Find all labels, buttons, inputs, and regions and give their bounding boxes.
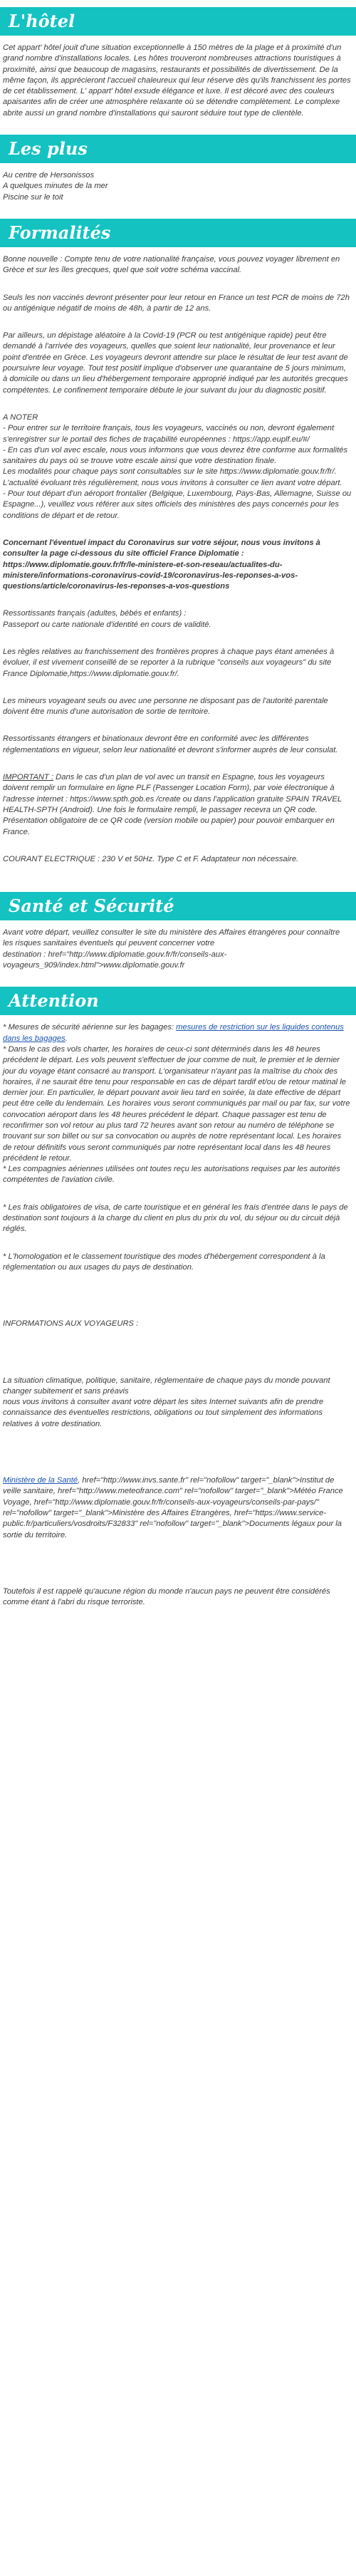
section-attention — [0, 987, 356, 1608]
page — [0, 7, 356, 1608]
attention-travellers-heading: INFORMATIONS AUX VOYAGEURS : — [3, 1319, 139, 1329]
formalites-paragraph: Bonne nouvelle : Compte tenu de votre nationalité française, vous pouvez voyager librement en Grèce et sur les îles grecques, quel que soit votre schéma vaccinal. — [3, 254, 340, 275]
attention-item — [3, 1022, 352, 1044]
section-plus — [0, 135, 356, 203]
formalites-coronavirus-notice: Concernant l'éventuel impact du Coronavirus sur votre séjour, nous vous invitons à consulter la page ci-dessous du site officiel France Diplomatie : https://www.diplomatie.gouv.fr/fr/le-ministere-et-son-reseau/actualites-du-ministere/informations-coronavirus-covid-19/coronavirus-les-reponses-a-vos-questions/article/coronavirus-les-reponses-a-vos-questions — [3, 538, 320, 591]
formalites-paragraph: Ressortissants étrangers et binationaux devront être en conformité avec les différentes réglementations en vigueur, selon leur nationalité et devront s'informer auprès de leur consulat. — [3, 734, 338, 754]
attention-item: La situation climatique, politique, sanitaire, réglementaire de chaque pays du monde pouvant changer subitement et sans préavis nous vous invitons à consulter avant votre départ les sites Internet suivants afin de prendre connaissance des éventuelles restrictions, obligations ou tout simplement des informations relatives à votre destination. — [3, 1376, 330, 1428]
formalites-paragraph: Les règles relatives au franchissement des frontières propres à chaque pays étant amenées à évoluer, il est vivement conseillé de se reporter à la rubrique "conseils aux voyageurs" du site France Diplomatie,https://www.diplomatie.gouv.fr/. — [3, 647, 335, 678]
formalites-note: A NOTER - Pour entrer sur le territoire français, tous les voyageurs, vaccinés ou non, devront également s'enregistrer sur le portail des fiches de traçabilité européennes : https://app.euplf.eu/#/ - En cas d'un vol avec escale, nous vous informons que vous devrez être conforme aux formalités sanitaires du pays où se trouve votre escale ainsi que votre destination finale. Les modalités pour chaque pays sont consultables sur le site https://www.diplomatie.gouv.fr/fr/. L'actualité évoluant très régulièrement, nous vous invitons à consulter ce lien avant votre départ. - Pour tout départ d'un aéroport frontalier (Belgique, Luxembourg, Pays-Bas, Allemagne, Suisse ou Espagne...), veuillez vous référer aux sites officiels des ministères des pays concernés pour les conditions de départ et de retour. — [3, 412, 352, 520]
section-hotel — [0, 7, 356, 119]
section-title-attention: Attention — [0, 987, 356, 1015]
attention-bagages-suffix: . — [65, 1034, 68, 1043]
section-title-formalites: Formalités — [0, 219, 356, 247]
bagages-restriction-link[interactable]: mesures de restriction sur les liquides contenus dans les bagages — [3, 1023, 344, 1043]
section-title-plus: Les plus — [0, 135, 356, 163]
attention-item: * L'homologation et le classement touristique des modes d'hébergement correspondent à la réglementation ou aux usages du pays de destination. — [3, 1252, 325, 1272]
plus-list: Au centre de Hersonissos A quelques minutes de la mer Piscine sur le toit — [3, 171, 108, 202]
attention-links — [3, 1475, 352, 1541]
formalites-important — [3, 772, 352, 838]
attention-bagages-prefix: * Mesures de sécurité aérienne sur les bagages: — [3, 1023, 177, 1032]
formalites-paragraph: Par ailleurs, un dépistage aléatoire à la Covid-19 (PCR ou test antigénique rapide) peut être demandé à l'arrivée des voyageurs, quelles que soient leur nationalité, leur provenance et leur point d'entrée en Grèce. Les voyageurs devront attendre sur place le résultat de leur test avant de poursuivre leur voyage. Tout test positif implique d'observer une quarantaine de 5 jours minimum, à domicile ou dans un lieu d'hébergement temporaire approprié indiqué par les autorités grecques compétentes. Le confinement temporaire débute le jour suivant du jour du diagnostic positif. — [3, 331, 348, 395]
attention-item: * Dans le cas des vols charter, les horaires de ceux-ci sont déterminés dans les 48 heures précédent le départ. Les vols peuvent s'effectuer de jour comme de nuit, le premier et le dernier jour du voyage étant consacré au transport. L'organisateur n'ayant pas la maîtrise du choix des horaires, il ne saurait être tenu pour responsable en cas de départ tardif et/ou de retour matinal le dernier jour. En particulier, le départ pouvant avoir lieu tard en soirée, la date effective de départ peut être celle du lendemain. Les horaires vous seront communiqués par mail ou par fax, sur votre convocation aéroport dans les 48 heures précédent le départ. Chaque passager est tenu de reconfirmer son vol retour au plus tard 72 heures avant son retour au numéro de téléphone se trouvant sur son billet ou sur sa convocation ou auprès de notre représentant local. Les horaires de retour définitifs vous seront communiqués par notre représentant local dans les 48 heures précédent le retour. * Les compagnies aériennes utilisées ont toutes reçu les autorisations requises par les autorités compétentes de l'aviation civile. — [3, 1044, 350, 1185]
section-formalites — [0, 219, 356, 865]
section-body-formalites — [0, 247, 356, 865]
attention-item: * Les frais obligatoires de visa, de carte touristique et en général les frais d'entrée dans le pays de destination sont toujours à la charge du client en plus du prix du vol, du séjour ou du circuit déjà réglés. — [3, 1203, 348, 1234]
section-body-attention — [0, 1015, 356, 1608]
attention-terror-notice: Toutefois il est rappelé qu'aucune région du monde n'aucun pays ne peuvent être considérés comme étant à l'abri du risque terroriste. — [3, 1586, 330, 1607]
section-sante — [0, 892, 356, 971]
hotel-description: Cet appart' hôtel jouit d'une situation exceptionnelle à 150 mètres de la plage et à proximité d'un grand nombre d'installations locales. Les hôtes trouveront nombreuses attractions touristiques à proximité, ainsi que beaucoup de magasins, restaurants et possibilités de divertissement. De la même façon, ils apprécieront l'accueil chaleureux qui leur réserve dès qu'ils franchissent les portes de cet établissement. L' appart' hôtel exsude élégance et luxe. Il est décoré avec des couleurs apaisantes afin de créer une atmosphère relaxante où se détendre complètement. Le complexe abrite aussi un grand nombre d'installations qui sauront séduire tout type de clientèle. — [3, 43, 351, 118]
section-body-hotel — [0, 36, 356, 119]
section-title-hotel: L'hôtel — [0, 7, 356, 36]
formalites-documents: Ressortissants français (adultes, bébés et enfants) : Passeport ou carte nationale d'identité en cours de validité. — [3, 609, 211, 629]
formalites-electricity: COURANT ELECTRIQUE : 230 V et 50Hz. Type C et F. Adaptateur non nécessaire. — [3, 854, 299, 863]
ministere-sante-link[interactable]: Ministère de la Santé — [3, 1476, 78, 1485]
section-body-plus — [0, 163, 356, 203]
section-title-sante: Santé et Sécurité — [0, 892, 356, 920]
important-label: IMPORTANT : — [3, 773, 54, 782]
important-text: Dans le cas d'un plan de vol avec un transit en Espagne, tous les voyageurs doivent remplir un formulaire en ligne PLF (Passenger Location Form), par voie électronique à l'adresse internet : https://www.spth.gob.es /create ou dans l'application gratuite SPAIN TRAVEL HEALTH-SPTH (Android). Une fois le formulaire rempli, le passager recevra un QR code. Présentation obligatoire de ce QR code (version mobile ou papier) pour pouvoir embarquer en France. — [3, 773, 342, 836]
formalites-paragraph: Seuls les non vaccinés devront présenter pour leur retour en France un test PCR de moins de 72h ou antigénique négatif de moins de 48h, à partir de 12 ans. — [3, 293, 350, 313]
sante-text: Avant votre départ, veuillez consulter le site du ministère des Affaires étrangères pour connaître les risques sanitaires éventuels qui peuvent concerner votre destination : href="http://www.diplomatie.gouv.fr/fr/conseils-aux-voyageurs_909/index.html">www.diplomatie.gouv.fr — [3, 928, 340, 970]
attention-links-text: , href="http://www.invs.sante.fr" rel="nofollow" target="_blank">Institut de veille sanitaire, href="http://www.meteofrance.com" rel="nofollow" target="_blank">Météo France Voyage, href="http://www.diplomatie.gouv.fr/fr/conseils-aux-voyageurs/conseils-par-pays/" rel="nofollow" target="_blank">Ministère des Affaires Etrangères, href="https://www.service-public.fr/particuliers/vosdroits/F32833" rel="nofollow" target="_blank">Documents légaux pour la sortie du territoire. — [3, 1476, 343, 1539]
formalites-paragraph: Les mineurs voyageant seuls ou avec une personne ne disposant pas de l'autorité parentale doivent être munis d'une autorisation de sortie de territoire. — [3, 696, 328, 717]
section-body-sante — [0, 920, 356, 971]
